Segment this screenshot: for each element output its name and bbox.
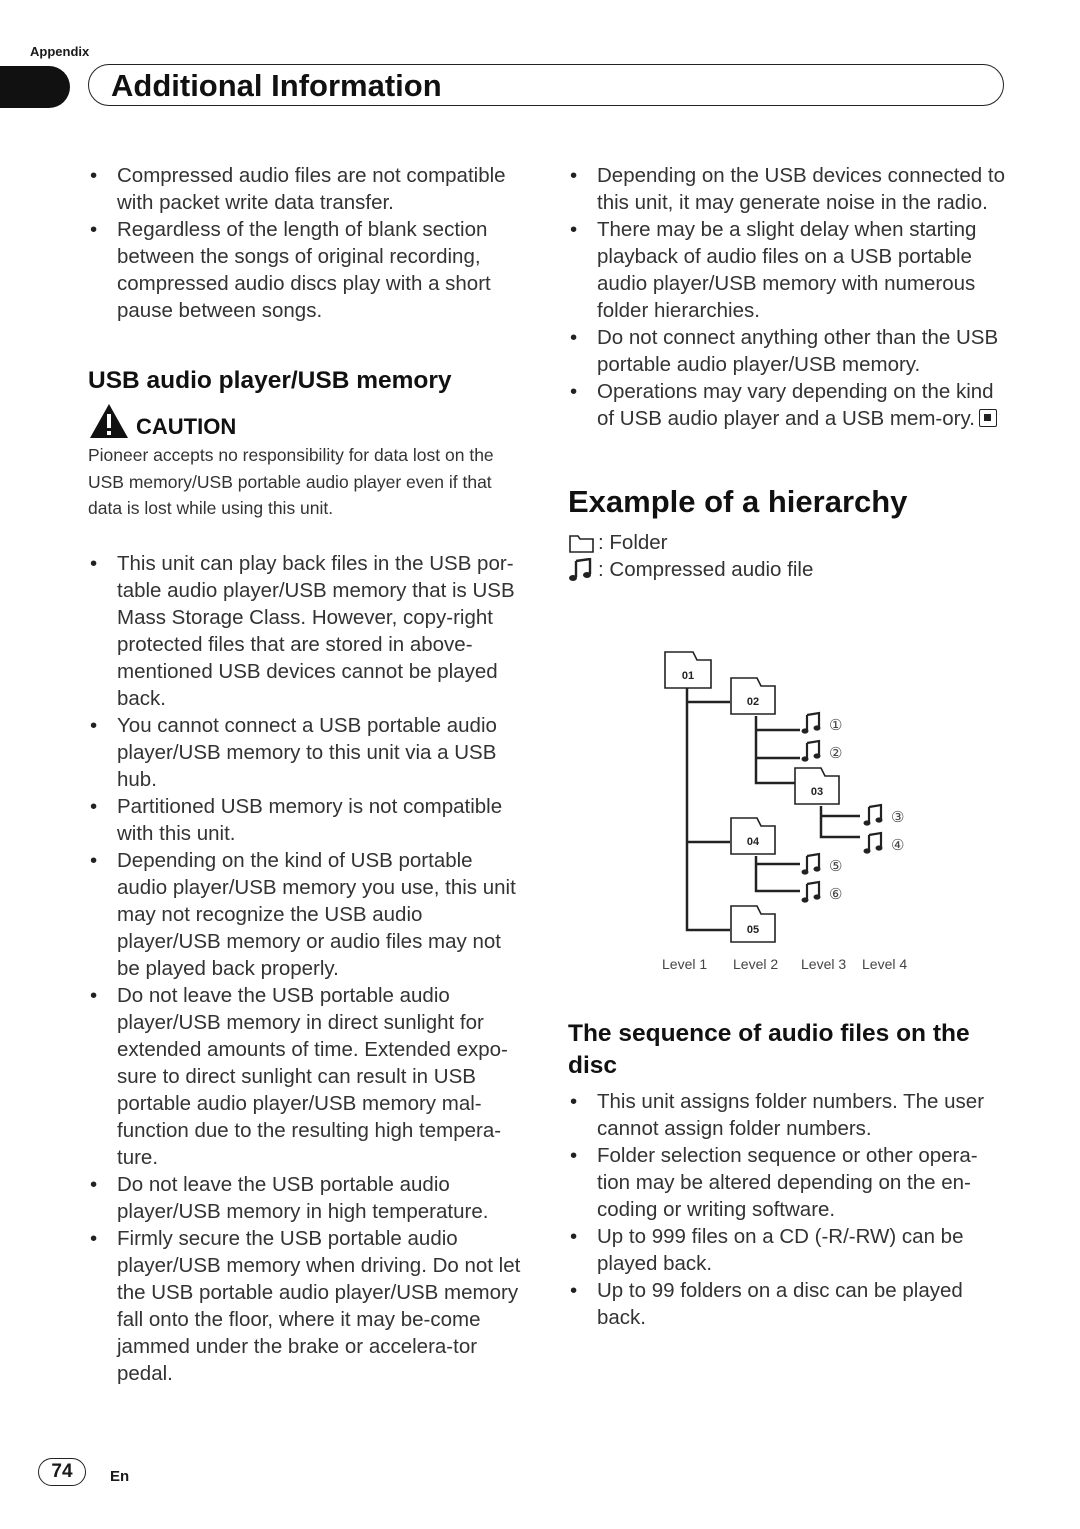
file-number: ⑥ [829, 886, 843, 903]
list-item [568, 378, 1008, 432]
list-item: • This unit assigns folder numbers. The user cannot assign folder numbers. [568, 1088, 1008, 1142]
list-item: • Firmly secure the USB portable audio player/USB memory when driving. Do not let the USB portable audio player/USB memory fall onto the floor, where it may be-come jammed under the brake or accelera-tor pedal. [88, 1225, 528, 1387]
list-item: • Regardless of the length of blank section between the songs of original recording, compressed audio discs play with a short pause between songs. [88, 216, 528, 324]
header-tab [0, 66, 70, 108]
list-item: • Partitioned USB memory is not compatible with this unit. [88, 793, 528, 847]
legend-folder [568, 529, 1008, 556]
list-item: • There may be a slight delay when starting playback of audio files on a USB portable audio player/USB memory with numerous folder hierarchies. [568, 216, 1008, 324]
legend-file [568, 556, 1008, 583]
hierarchy-heading: Example of a hierarchy [568, 484, 908, 519]
folder-02 [731, 678, 775, 714]
music-note-icon [802, 882, 821, 903]
file-number: ⑤ [829, 858, 843, 875]
music-note-icon [802, 713, 821, 734]
caution-header [88, 402, 528, 440]
sequence-section [568, 1018, 1008, 1331]
page-number: 74 [38, 1458, 86, 1486]
folder-number: 01 [681, 670, 695, 682]
intro-bullet-list [88, 162, 528, 324]
list-item: • You cannot connect a USB portable audio player/USB memory to this unit via a USB hub. [88, 712, 528, 793]
caution-label: CAUTION [136, 414, 237, 439]
music-note-icon [802, 741, 821, 762]
warning-icon [88, 402, 130, 440]
folder-04 [731, 818, 775, 854]
list-item: • Depending on the kind of USB portable audio player/USB memory you use, this unit may not recognize the USB audio player/USB memory or audio files may not be played back properly. [88, 847, 528, 982]
top-bullet-list [568, 162, 1008, 432]
level-label: Level 1 [662, 956, 708, 972]
folder-01 [665, 652, 711, 688]
appendix-label: Appendix [30, 44, 90, 59]
legend-file-label: : Compressed audio file [598, 558, 814, 581]
file-number: ① [829, 717, 843, 734]
usb-bullet-list [88, 550, 528, 1387]
list-item: • Folder selection sequence or other opera-tion may be altered depending on the en-coding or writing software. [568, 1142, 1008, 1223]
level-label: Level 4 [862, 956, 908, 972]
legend-folder-label: : Folder [598, 531, 668, 554]
caution-text: Pioneer accepts no responsibility for data lost on the USB memory/USB portable audio player even if that data is lost while using this unit. [88, 445, 494, 518]
sequence-bullet-list [568, 1088, 1008, 1331]
language-label: En [110, 1468, 130, 1485]
list-item: • Compressed audio files are not compatible with packet write data transfer. [88, 162, 528, 216]
folder-number: 04 [746, 836, 760, 848]
folder-icon [568, 532, 596, 554]
list-item: • Depending on the USB devices connected to this unit, it may generate noise in the radio. [568, 162, 1008, 216]
folder-number: 03 [810, 786, 824, 798]
music-note-icon [568, 558, 596, 582]
list-item: • Up to 99 folders on a disc can be played back. [568, 1277, 1008, 1331]
right-column [568, 162, 1008, 583]
file-number: ③ [891, 809, 905, 826]
level-label: Level 3 [801, 956, 847, 972]
list-item: • Do not connect anything other than the USB portable audio player/USB memory. [568, 324, 1008, 378]
left-column [88, 162, 528, 1387]
music-note-icon [802, 854, 821, 875]
page-title: Additional Information [111, 68, 442, 103]
list-item: • This unit can play back files in the USB por-table audio player/USB memory that is USB Mass Storage Class. However, copy-right protected files that are stored in above-mentioned USB devices cannot be played back. [88, 550, 528, 712]
music-note-icon [864, 833, 883, 854]
folder-number: 02 [746, 696, 760, 708]
list-item: • Do not leave the USB portable audio player/USB memory in high temperature. [88, 1171, 528, 1225]
file-number: ② [829, 745, 843, 762]
folder-number: 05 [746, 924, 760, 936]
list-item: • Up to 999 files on a CD (-R/-RW) can be played back. [568, 1223, 1008, 1277]
sequence-heading: The sequence of audio files on the disc [568, 1020, 970, 1079]
list-item-text: Operations may vary depending on the kind of USB audio player and a USB mem-ory. [597, 380, 994, 430]
list-item: • Do not leave the USB portable audio player/USB memory in direct sunlight for extended amounts of time. Extended expo-sure to direct sunlight can result in USB portable audio player/USB memory mal-function due to the resulting high tempera-ture. [88, 982, 528, 1171]
header-box [88, 64, 1004, 106]
file-number: ④ [891, 837, 905, 854]
hierarchy-legend [568, 529, 1008, 583]
hierarchy-diagram [655, 648, 925, 978]
music-note-icon [864, 805, 883, 826]
level-label: Level 2 [733, 956, 779, 972]
folder-05 [731, 906, 775, 942]
folder-03 [795, 768, 839, 804]
usb-section-heading: USB audio player/USB memory [88, 367, 452, 394]
stop-icon [979, 409, 997, 427]
